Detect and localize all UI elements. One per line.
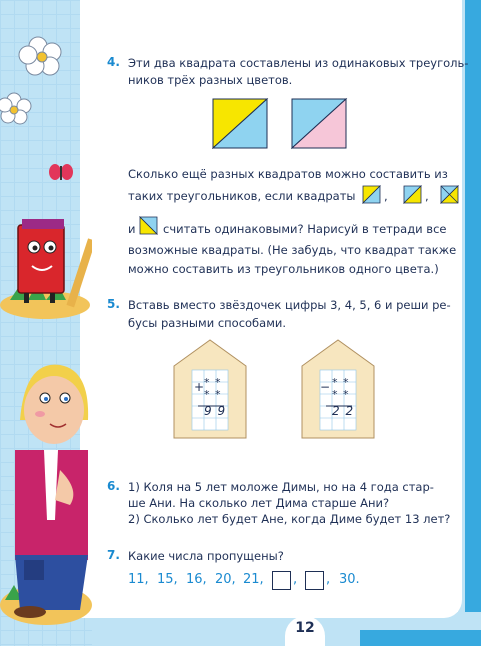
comma-2: ,: [425, 189, 429, 203]
right-decorative-strip: [465, 0, 481, 646]
rebus-1-row-2: * *: [204, 388, 222, 401]
task-4-text-line-2: ников трёх разных цветов.: [128, 73, 293, 87]
sequence-number: ,: [326, 572, 331, 587]
task-4-question-line-3b: считать одинаковыми? Нарисуй в тетради все: [163, 222, 447, 236]
page-number: 12: [295, 620, 315, 636]
flower-icon: [19, 37, 61, 75]
sequence-number: ,: [293, 572, 298, 587]
sequence-number: 11,: [128, 572, 149, 587]
book-character: [18, 219, 64, 303]
task-4-question-line-2: таких треугольников, если квадраты: [128, 189, 356, 203]
task-7-number: 7.: [107, 548, 120, 562]
task-5-number: 5.: [107, 297, 120, 311]
rebus-2-operator: −: [320, 380, 331, 394]
comma-1: ,: [384, 189, 388, 203]
task-6-text-line-2: ше Ани. На сколько лет Дима старше Ани?: [128, 496, 390, 510]
task-5-text-line-1: Вставь вместо звёздочек цифры 3, 4, 5, 6 и реши ре-: [128, 298, 451, 312]
small-square-3: [440, 185, 460, 205]
rebus-2-result: 2 2: [332, 404, 355, 418]
rebus-1-result: 9 9: [204, 404, 227, 418]
rebus-1-row-1: * *: [204, 376, 222, 389]
small-square-1: [362, 185, 382, 205]
bottom-band-dark: [360, 630, 481, 646]
task-4-text-line-1: Эти два квадрата составлены из одинаковых треуголь-: [128, 56, 469, 70]
sequence-number: 21,: [243, 572, 264, 587]
boy-character: [0, 365, 92, 625]
sequence-number: 16,: [186, 572, 207, 587]
sequence-blank-box[interactable]: [305, 571, 324, 590]
sequence-number: 15,: [157, 572, 178, 587]
task-4-number: 4.: [107, 55, 120, 69]
task-4-question-line-3a: и: [128, 222, 136, 236]
example-square-blue-pink: [291, 98, 351, 150]
example-square-yellow-blue: [212, 98, 272, 150]
task-7-text-line-1: Какие числа пропущены?: [128, 549, 284, 563]
small-square-4: [139, 216, 159, 236]
small-square-2: [403, 185, 423, 205]
sequence-blank-box[interactable]: [272, 571, 291, 590]
rebus-2-row-2: * *: [332, 388, 350, 401]
sequence-number: 20,: [215, 572, 236, 587]
task-4-question-line-5: можно составить из треугольников одного цвета.): [128, 262, 439, 276]
task-6-text-line-3: 2) Сколько лет будет Ане, когда Диме будет 13 лет?: [128, 512, 451, 526]
task-5-text-line-2: бусы разными способами.: [128, 316, 287, 330]
task-6-text-line-1: 1) Коля на 5 лет моложе Димы, но на 4 года стар-: [128, 480, 434, 494]
task-4-question-line-1: Сколько ещё разных квадратов можно составить из: [128, 167, 448, 181]
left-illustrations: [0, 0, 92, 646]
task-6-number: 6.: [107, 479, 120, 493]
rebus-1-operator: +: [194, 380, 205, 394]
task-4-question-line-4: возможные квадраты. (Не забудь, что квадрат также: [128, 243, 457, 257]
rebus-2-row-1: * *: [332, 376, 350, 389]
sequence-number: 30.: [339, 572, 360, 587]
flower-icon: [0, 93, 31, 124]
butterfly-icon: [49, 164, 73, 180]
